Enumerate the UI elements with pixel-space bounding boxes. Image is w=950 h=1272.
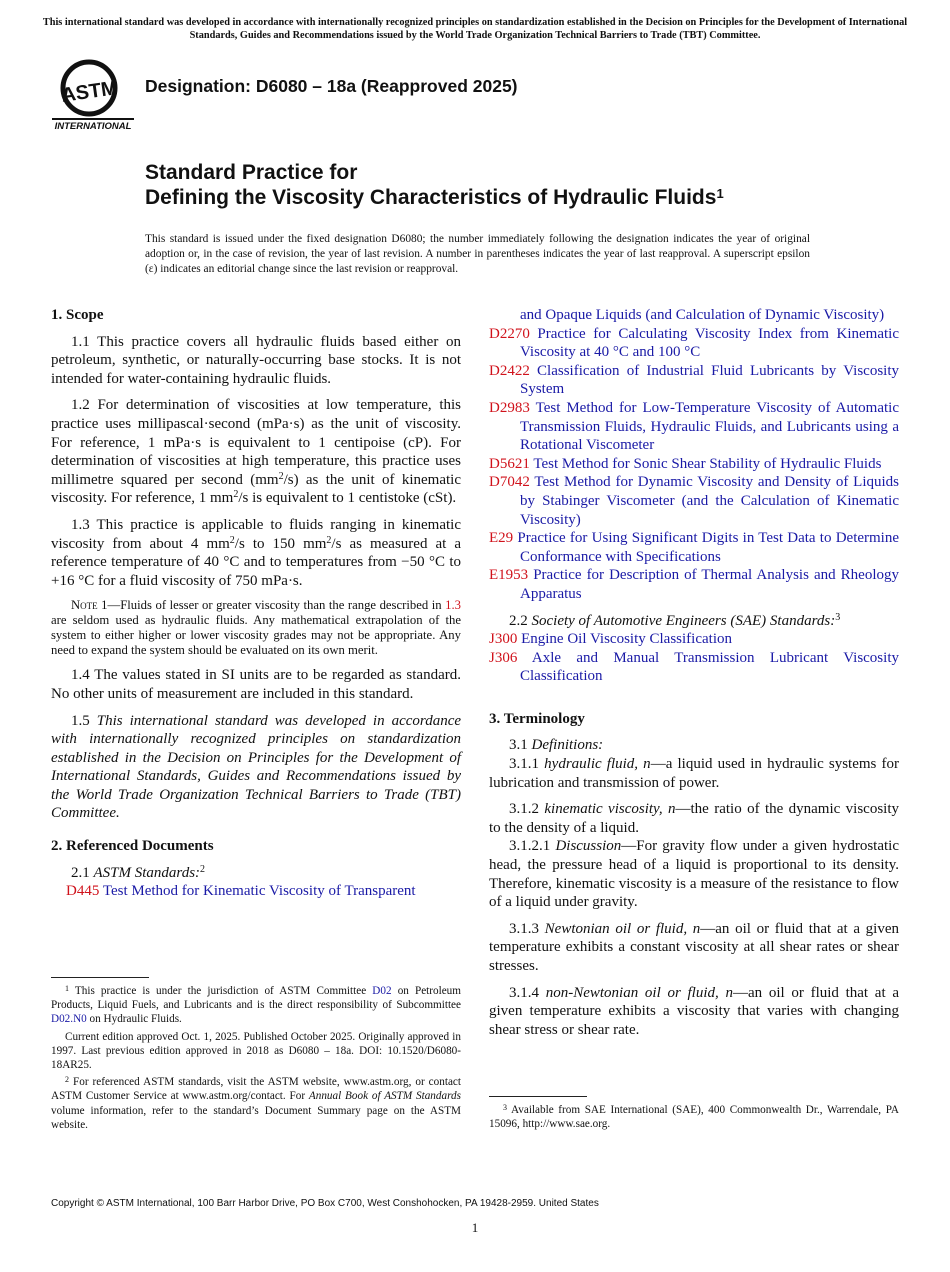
reference-d445-text-start[interactable]: Test Method for Kinematic Viscosity of Transparent (102, 883, 416, 900)
section-heading-terminology: 3. Terminology (489, 710, 585, 727)
reference-code[interactable]: D2270 (489, 325, 530, 342)
paragraph-3-1-3: 3.1.3 Newtonian oil or fluid, n—an oil or fluid that at a given temperature exhibits a constant viscosity at all shear rates or shear stresses. (489, 920, 899, 974)
reference-d2983[interactable] (489, 399, 899, 455)
title-footnote-mark: 1 (716, 186, 724, 201)
astm-reference-list (489, 325, 899, 604)
paragraph-2-1: 2.1 ASTM Standards:$^2$ (71, 863, 206, 881)
reference-code[interactable]: E29 (489, 530, 514, 547)
reference-d7042[interactable] (489, 473, 899, 529)
reference-code[interactable]: D7042 (489, 474, 530, 491)
note-1: Note 1—Fluids of lesser or greater viscosity than the range described in 1.3 are seldom used as hydraulic fluids. Any mathematical extrapolation of the system to either higher or lower viscosity grades may not be appropriate. Any need to expand the system should be evaluated on its own merit. (51, 598, 461, 658)
paragraph-1-4: 1.4 The values stated in SI units are to be regarded as standard. No other units of measurement are included in this standard. (51, 667, 461, 702)
section-heading-referenced: 2. Referenced Documents (51, 838, 214, 855)
reference-code[interactable]: D5621 (489, 455, 530, 472)
footnote-3: $^3$ Available from SAE International (SAE), 400 Commonwealth Dr., Warrendale, PA 15096, http://www.sae.org. (489, 1103, 899, 1131)
reference-title[interactable]: Practice for Description of Thermal Analysis and Rheology Apparatus (520, 567, 900, 602)
paragraph-2-2: 2.2 Society of Automotive Engineers (SAE) Standards:$^3$ (509, 611, 841, 629)
section-link-1-3[interactable]: 1.3 (445, 598, 461, 613)
paragraph-3-1: 3.1 Definitions: (509, 737, 604, 754)
reference-code[interactable]: D2422 (489, 362, 530, 379)
paragraph-1-3: 1.3 This practice is applicable to fluids ranging in kinematic viscosity from about 4 $mm^2/s$ to 150 $mm^2/s$ as measured at a reference temperature of 40 °C and to temperatures from −50 °C to +16 °C for a fluid viscosity of 750 mPa·s. (51, 516, 461, 589)
paragraph-1-5: 1.5 This international standard was developed in accordance with internationally recognized principles on standardization established in the Decision on Principles for the Development of International Standards, Guides and Recommendations issued by the World Trade Organization Technical Barriers to Trade (TBT) Committee. (51, 712, 462, 822)
reference-d2270[interactable] (489, 325, 899, 362)
reference-e29[interactable] (489, 529, 899, 566)
footnotes-left (51, 977, 461, 1135)
copyright: Copyright © ASTM International, 100 Barr Harbor Drive, PO Box C700, West Conshohocken, PA 19428-2959. United States (51, 1198, 599, 1209)
footnote-1: $^1$ This practice is under the jurisdiction of ASTM Committee D02 on Petroleum Products, Liquid Fuels, and Lubricants and is the direct responsibility of Subcommittee D02.N0 on Hydraulic Fluids. (51, 984, 461, 1026)
reference-code[interactable]: D2983 (489, 399, 530, 416)
footnote-2: $^2$ For referenced ASTM standards, visit the ASTM website, www.astm.org, or contact ASTM Customer Service at www.astm.org/contact. For Annual Book of ASTM Standards volume information, refer to the standard’s Document Summary page on the ASTM website. (51, 1075, 461, 1131)
reference-title[interactable]: Test Method for Low-Temperature Viscosity of Automatic Transmission Fluids, Hydraulic Fluids, and Lubricants using a Rotational Viscometer (520, 399, 899, 454)
reference-title[interactable]: Test Method for Dynamic Viscosity and Density of Liquids by Stabinger Viscometer (and the Calculation of Kinematic Viscosity) (520, 474, 899, 528)
sae-reference-list (489, 630, 899, 686)
reference-j306[interactable] (489, 649, 899, 686)
title-line-1: Standard Practice for (145, 161, 358, 184)
reference-title[interactable]: Practice for Using Significant Digits in Test Data to Determine Conformance with Specifications (517, 530, 900, 565)
section-heading-scope: 1. Scope (51, 307, 104, 323)
committee-link-d02[interactable]: D02 (372, 985, 392, 997)
footnote-rule (51, 977, 149, 978)
reference-e1953[interactable] (489, 566, 899, 603)
reference-d2422[interactable] (489, 362, 899, 399)
reference-title[interactable]: Axle and Manual Transmission Lubricant Viscosity Classification (520, 649, 899, 685)
reference-d445-continued[interactable]: and Opaque Liquids (and Calculation of Dynamic Viscosity) (520, 307, 885, 323)
footnote-current-edition: Current edition approved Oct. 1, 2025. Published October 2025. Originally approved in 1997. Last previous edition approved in 2018 as D6080 – 18a. DOI: 10.1520/D6080-18AR25. (51, 1030, 461, 1072)
reference-code[interactable]: J306 (489, 649, 518, 666)
paragraph-3-1-1: 3.1.1 hydraulic fluid, n—a liquid used in hydraulic systems for lubrication and transmission of power. (489, 756, 900, 791)
footnotes-right (489, 1096, 899, 1134)
astm-logo (52, 56, 136, 132)
paragraph-1-2: 1.2 For determination of viscosities at low temperature, this practice uses millipascal·second (mPa·s) as the unit of viscosity. For reference, 1 mPa·s is equivalent to 1 centipoise (cP). For determination of viscosities at high temperature, this practice uses millimetre squared per second $(mm^2/s)$ as the unit of kinematic viscosity. For reference, 1 $mm^2/s$ is equivalent to 1 centistoke (cSt). (51, 397, 461, 507)
note-label: Note 1 (71, 598, 108, 613)
reference-title[interactable]: Engine Oil Viscosity Classification (521, 631, 732, 648)
reference-d5621[interactable] (489, 455, 899, 474)
reference-title[interactable]: Classification of Industrial Fluid Lubricants by Viscosity System (520, 362, 899, 398)
left-column (51, 306, 461, 901)
designation: Designation: D6080 – 18a (Reapproved 2025) (145, 76, 518, 96)
page-number: 1 (471, 1220, 479, 1235)
top-notice: This international standard was developed in accordance with internationally recognized principles on standardization established in the Decision on Principles for the Development of International Standards, Guides and Recommendations issued by the World Trade Organization Technical Barriers to Trade (TBT) Committee. (42, 17, 908, 41)
footnote-rule (489, 1096, 587, 1097)
reference-code[interactable]: J300 (489, 631, 518, 648)
reference-title[interactable]: Test Method for Sonic Shear Stability of Hydraulic Fluids (533, 455, 882, 472)
reference-j300[interactable] (489, 630, 899, 649)
paragraph-3-1-2-1: 3.1.2.1 Discussion—For gravity flow under a given hydrostatic head, the pressure head of a liquid is proportional to its density. Therefore, kinematic viscosity is a measure of the resistance to flow of a liquid under gravity. (489, 838, 899, 911)
logo-subtitle: INTERNATIONAL (54, 121, 132, 132)
reference-title[interactable]: Practice for Calculating Viscosity Index from Kinematic Viscosity at 40 °C and 100 °C (520, 325, 899, 361)
right-column (489, 306, 899, 1047)
document-title (145, 160, 724, 210)
paragraph-3-1-4: 3.1.4 non-Newtonian oil or fluid, n—an oil or fluid that at a given temperature exhibits a viscosity that varies with changing shear stress or shear rate. (489, 984, 899, 1038)
issue-note: This standard is issued under the fixed designation D6080; the number immediately following the designation indicates the year of original adoption or, in the case of revision, the year of last revision. A number in parentheses indicates the year of last reapproval. A superscript epsilon (ε) indicates an editorial change since the last revision or reapproval. (145, 233, 810, 275)
reference-code[interactable]: E1953 (489, 567, 529, 584)
paragraph-3-1-2: 3.1.2 kinematic viscosity, n—the ratio of the dynamic viscosity to the density of a liquid. (489, 801, 899, 836)
subcommittee-link-d02n0[interactable]: D02.N0 (51, 1013, 87, 1026)
title-line-2: Defining the Viscosity Characteristics of Hydraulic Fluids$^1$ (145, 186, 724, 209)
paragraph-1-1: 1.1 This practice covers all hydraulic fluids based either on petroleum, synthetic, or naturally-occurring base stocks. It is not intended for water-containing hydraulic fluids. (51, 333, 461, 387)
logo-letters: ASTM (59, 77, 120, 107)
reference-d445[interactable]: D445 Test Method for Kinematic Viscosity of Transparent (66, 883, 416, 900)
